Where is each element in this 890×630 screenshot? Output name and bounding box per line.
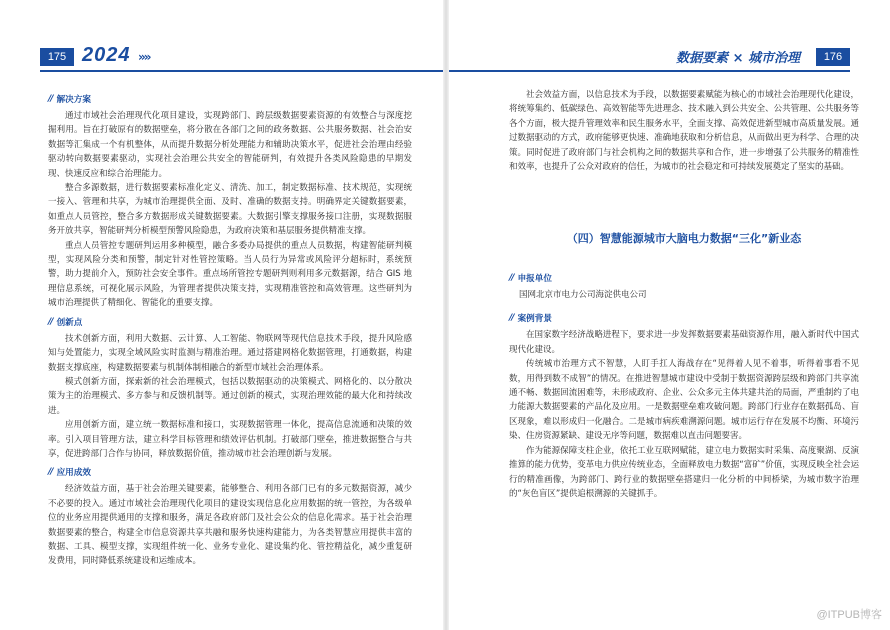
- slash-marker-icon: //: [48, 94, 53, 104]
- header-rule: [40, 70, 443, 72]
- header-title: 数据要素 × 城市治理: [676, 51, 800, 66]
- chevron-icon: »»: [138, 50, 150, 64]
- body-paragraph: 作为能源保障支柱企业，依托工业互联网赋能，建立电力数据实时采集、高度聚湖、反演推算的能力优势，变革电力供应传统业态，全面释放电力数据“富矿”价值，实现反映全社会运行的精准画像，为跨部门、跨行业的数据壁垒搭建归一化分析的中间桥梁，为城市数字治理的“灰色盲区”提供追根溯源的关键抓手。: [509, 445, 859, 499]
- body-paragraph: 经济效益方面，基于社会治理关键要素，能够整合、利用各部门已有的多元数据资源，减少不必要的投入。通过市域社会治理现代化项目的建设实现信息化应用数据的统一管控，为各级单位的业务应用提供通用的支撑和服务，满足各政府部门及社会公众的信息化需求。基于社会治理数据要素的整合，构建全市信息资源共享共融和服务快速构建能力，为各类智慧应用提供丰富的数据、工具、模型支撑，实现组件统一化、业务专业化、建设集约化、管控精益化，减少重复研发费用，同时降低系统建设和运维成本。: [48, 484, 412, 567]
- left-page: [0, 0, 443, 630]
- slash-marker-icon: //: [509, 273, 514, 284]
- body-paragraph: 通过市域社会治理现代化项目建设，实现跨部门、跨层级数据要素资源的有效整合与深度挖掘利用。旨在打破原有的数据壁垒，将分散在各部门之间的政务数据、公共服务数据、社会治安数据等汇集成一个有机整体，从而提升数据分析处理能力和辅助决策水平，促进社会治理由经验驱动转向数据要素驱动，实现社会治理公共安全的智能研判，有效提升各类风险隐患的早期发现、快速反应和综合治理能力。: [48, 111, 412, 179]
- section-heading: [48, 314, 412, 330]
- body-paragraph: 社会效益方面，以信息技术为手段，以数据要素赋能为核心的市域社会治理现代化建设，将统筹集约、低碳绿色、高效智能等先进理念、技术融入到公共安全、公共管理、公共服务等各个方面，极大提升管理效率和民生服务水平，全面支撑、高效促进新型城市高质量发展。通过数据驱动的方式，政府能够更快速、准确地获取和分析信息，从而做出更为科学、合理的决策。同时促进了政府部门与社会机构之间的数据共享和合作，进一步增强了公共服务的精准性和效率，也提升了公众对政府的信任，为城市的社会稳定和可持续发展奠定了坚实的基础。: [509, 90, 859, 173]
- applicant-name: 国网北京市电力公司海淀供电公司: [519, 290, 647, 301]
- case-title: （四）智慧能源城市大脑电力数据“三化”新业态: [566, 232, 802, 246]
- body-paragraph: 应用创新方面，建立统一数据标准和接口，实现数据管理一体化，提高信息流通和决策的效率。引入项目管理方法，建立科学目标管理和绩效评估机制。打破部门壁垒，推进数据整合与共享，促进跨部门合作与协同，释放数据价值，推动城市社会治理创新与发展。: [48, 420, 412, 459]
- body-paragraph: 重点人员管控专题研判运用多种模型，融合多委办局提供的重点人员数据，构建智能研判模型，实现风险分类和预警，制定针对性管控策略。当人员行为异常或风险评分超标时，系统预警，助力提前介入，预防社会安全事件。重点场所管控专题研判则利用多元数据源，结合 GIS 地理信息系统，可视化展示风险，为管理者提供决策支持，实现精准管控和高效管理。这些研判为城市治理提供了精细化、智能化的重要支撑。: [48, 240, 412, 309]
- section-heading: [48, 464, 412, 480]
- page-number: 176: [816, 48, 850, 66]
- slash-marker-icon: //: [48, 467, 53, 478]
- section-heading: [509, 270, 859, 286]
- body-paragraph: 模式创新方面，探索新的社会治理模式，包括以数据驱动的决策模式、网格化的、以分散决策为主的治理模式、多方参与和反馈机制等。通过创新的模式，实现治理效能的最大化和持续改进。: [48, 376, 412, 416]
- header-rule: [449, 70, 850, 72]
- section-title: 应用成效: [56, 468, 91, 479]
- left-body: [48, 88, 412, 569]
- right-header: [449, 44, 850, 70]
- page-number: 175: [40, 48, 74, 66]
- slash-marker-icon: //: [48, 316, 53, 327]
- body-paragraph: 技术创新方面，利用大数据、云计算、人工智能、物联网等现代信息技术手段，提升风险感知与处置能力，实现全域风险实时监测与精准治理。通过搭建网格化数据管理，打通数据，构建数据支撑底座，构建数据要素与机制体制相融合的新型市域社会治理体系。: [48, 333, 412, 373]
- section-title: 申报单位: [517, 274, 552, 285]
- body-paragraph: 传统城市治理方式不智慧，人盯手扛人海战存在“见得着人见不着事，听得着事看不见数，用得到数不成智”的情况。在推进智慧城市建设中受制于数据资源跨层级和跨部门共享流通不畅、数据回流困难等，未形成政府、企业、公众多元主体共建共治的局面，严重制约了电力能源大数据要素的产品化及应用。一是数据壁垒难攻破问题。跨部门行业存在数据孤岛、盲区现象，难以形成归一化融合。二是城市病疾难溯源问题。城市运行存在发展不均衡、环境污染、住房资源紧缺、建设无序等问题，数据难以直击问题要害。: [509, 359, 859, 442]
- section-title: 解决方案: [56, 95, 91, 105]
- section-heading: [48, 91, 412, 107]
- section-title: 创新点: [56, 317, 83, 328]
- section-title: 案例背景: [517, 314, 552, 325]
- section-heading: [509, 310, 859, 326]
- watermark: @ITPUB博客: [816, 609, 882, 621]
- body-paragraph: 在国家数字经济战略进程下，要求进一步发挥数据要素基础资源作用，融入新时代中国式现代化建设。: [509, 330, 859, 355]
- body-paragraph: 整合多源数据，进行数据要素标准化定义、清洗、加工，制定数据标准、技术规范，实现统一接入、管理和共享，为城市治理提供全面、及时、准确的数据支持。明确界定关键数据要素，如重点人员管控，整合多方数据形成关键数据要素。大数据引擎支撑服务接口注册，实现数据服务开放共享，智能研判分析模型预警风险隐患，为政府决策和基层服务提供精准支撑。: [48, 183, 412, 237]
- year-logo: 2024: [82, 44, 131, 66]
- left-header: [40, 44, 443, 70]
- slash-marker-icon: //: [509, 313, 514, 324]
- right-body: [509, 88, 859, 501]
- right-page: [449, 0, 890, 630]
